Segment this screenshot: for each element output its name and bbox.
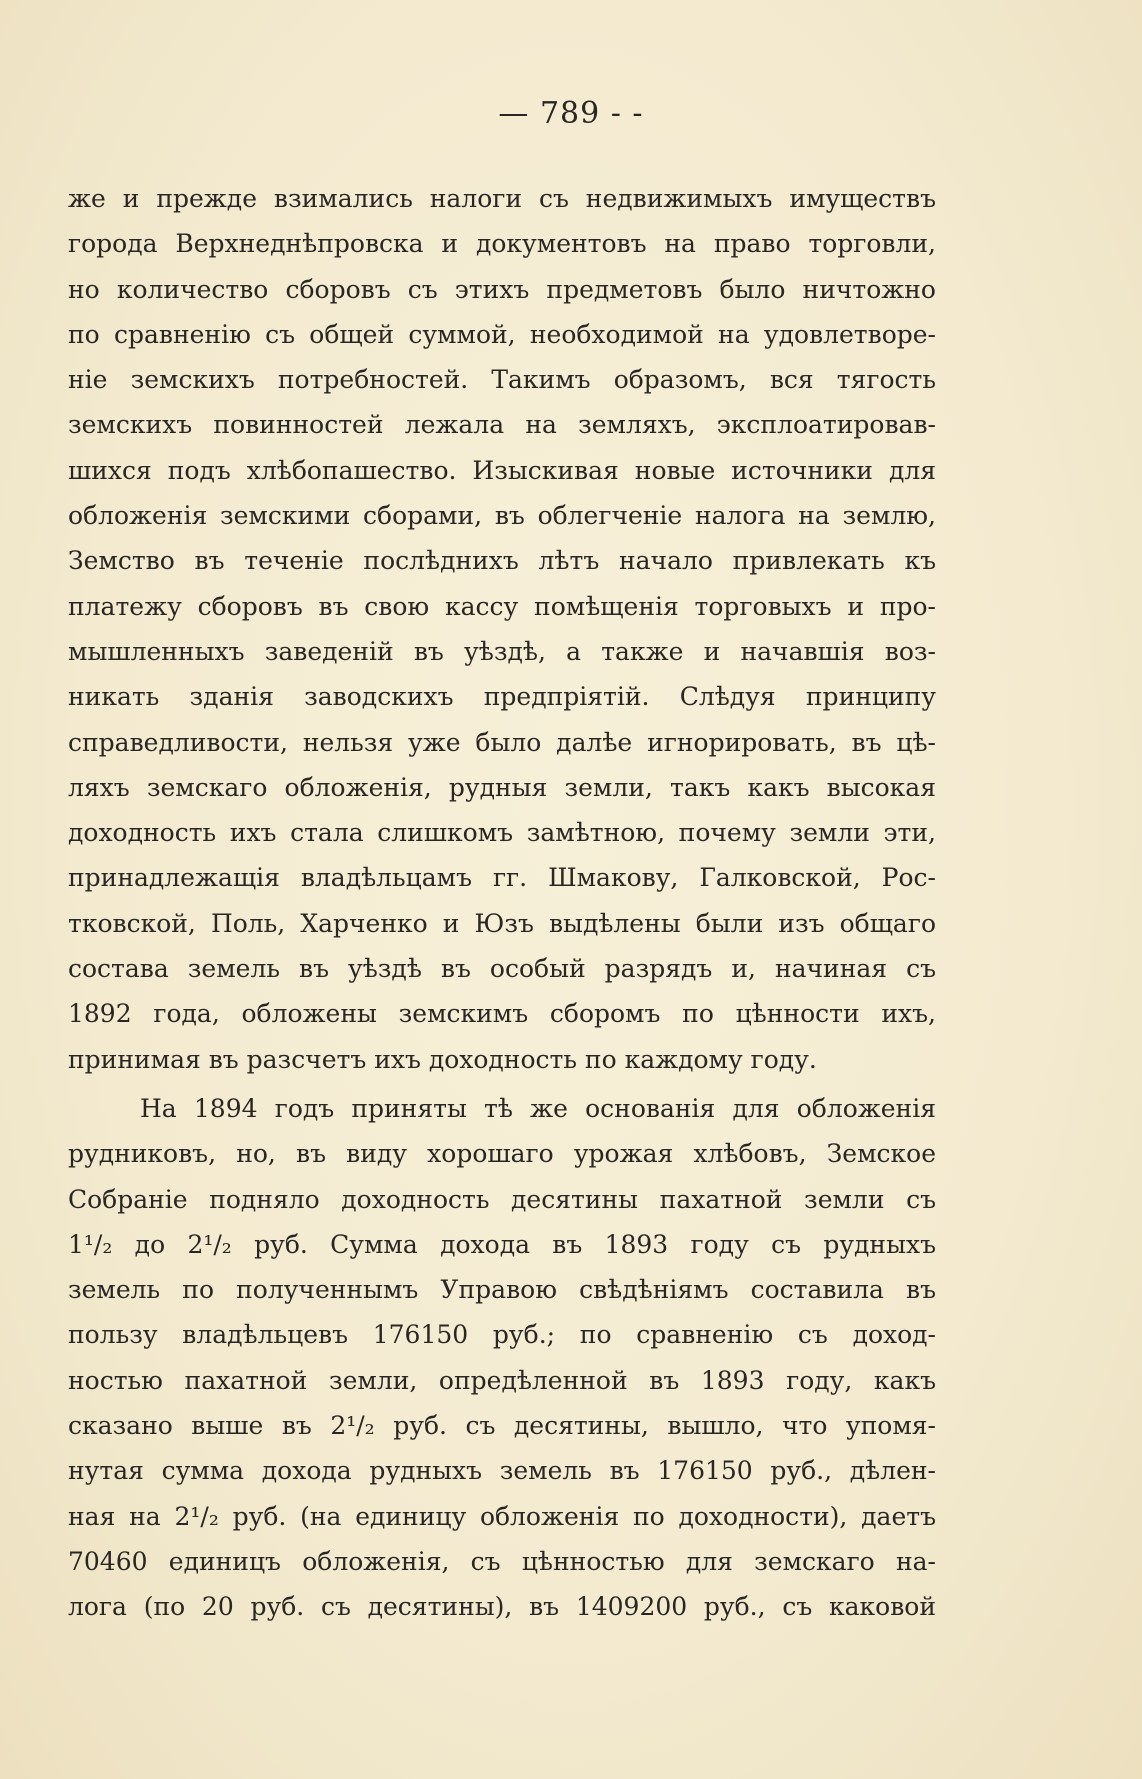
text-line: Земство въ теченіе послѣднихъ лѣтъ начало привлекать къ (68, 546, 936, 576)
text-line: принадлежащія владѣльцамъ гг. Шмакову, Галковской, Рос- (68, 863, 936, 893)
text-line: справедливости, нельзя уже было далѣе игнорировать, въ цѣ- (68, 727, 936, 757)
text-line: ніе земскихъ потребностей. Такимъ образомъ, вся тягость (68, 365, 936, 395)
text-line: никать зданія заводскихъ предпріятій. Слѣдуя принципу (68, 682, 936, 712)
text-line: пользу владѣльцевъ 176150 руб.; по сравненію съ доход- (68, 1320, 936, 1350)
text-line: платежу сборовъ въ свою кассу помѣщенія торговыхъ и про- (68, 591, 936, 621)
text-line: ностью пахатной земли, опредѣленной въ 1893 году, какъ (68, 1365, 936, 1395)
text-line: нутая сумма дохода рудныхъ земель въ 176150 руб., дѣлен- (68, 1456, 936, 1486)
text-line: доходность ихъ стала слишкомъ замѣтною, почему земли эти, (68, 818, 936, 848)
text-line: Собраніе подняло доходность десятины пахатной земли съ (68, 1184, 936, 1214)
text-line: сказано выше въ 2¹/₂ руб. съ десятины, вышло, что упомя- (68, 1411, 936, 1441)
text-line: же и прежде взимались налоги съ недвижимыхъ имуществъ (68, 184, 936, 213)
body-text (68, 176, 936, 1630)
text-line: принимая въ разсчетъ ихъ доходность по каждому году. (68, 1044, 817, 1074)
text-line: 1¹/₂ до 2¹/₂ руб. Сумма дохода въ 1893 году съ рудныхъ (68, 1229, 936, 1259)
paragraph-1 (68, 176, 936, 1082)
text-line: состава земель въ уѣздѣ въ особый разрядъ и, начиная съ (68, 954, 936, 984)
text-line: земель по полученнымъ Управою свѣдѣніямъ составила въ (68, 1275, 936, 1305)
text-line: земскихъ повинностей лежала на земляхъ, эксплоатировав- (68, 410, 936, 440)
text-line: 1892 года, обложены земскимъ сборомъ по цѣнности ихъ, (68, 999, 936, 1029)
text-line: но количество сборовъ съ этихъ предметовъ было ничтожно (68, 274, 936, 304)
text-line: города Верхнеднѣпровска и документовъ на право торговли, (68, 229, 936, 259)
text-line: обложенія земскими сборами, въ облегченіе налога на землю, (68, 501, 936, 531)
text-line: На 1894 годъ приняты тѣ же основанія для обложенія (140, 1093, 936, 1123)
text-line: ляхъ земскаго обложенія, рудныя земли, такъ какъ высокая (68, 772, 936, 802)
text-line: ная на 2¹/₂ руб. (на единицу обложенія по доходности), даетъ (68, 1501, 936, 1531)
text-line: рудниковъ, но, въ виду хорошаго урожая хлѣбовъ, Земское (68, 1139, 936, 1169)
text-line: лога (по 20 руб. съ десятины), въ 1409200 руб., съ каковой (68, 1592, 936, 1622)
text-line: шихся подъ хлѣбопашество. Изыскивая новые источники для (68, 455, 936, 485)
text-line: 70460 единицъ обложенія, съ цѣнностью для земскаго на- (68, 1546, 936, 1576)
text-line: тковской, Поль, Харченко и Юзъ выдѣлены были изъ общаго (68, 908, 936, 938)
paragraph-2 (68, 1086, 936, 1630)
text-line: мышленныхъ заведеній въ уѣздѣ, а также и начавшія воз- (68, 636, 936, 666)
page-number: — 789 - - (498, 96, 644, 131)
text-line: по сравненію съ общей суммой, необходимой на удовлетворе- (68, 319, 936, 349)
